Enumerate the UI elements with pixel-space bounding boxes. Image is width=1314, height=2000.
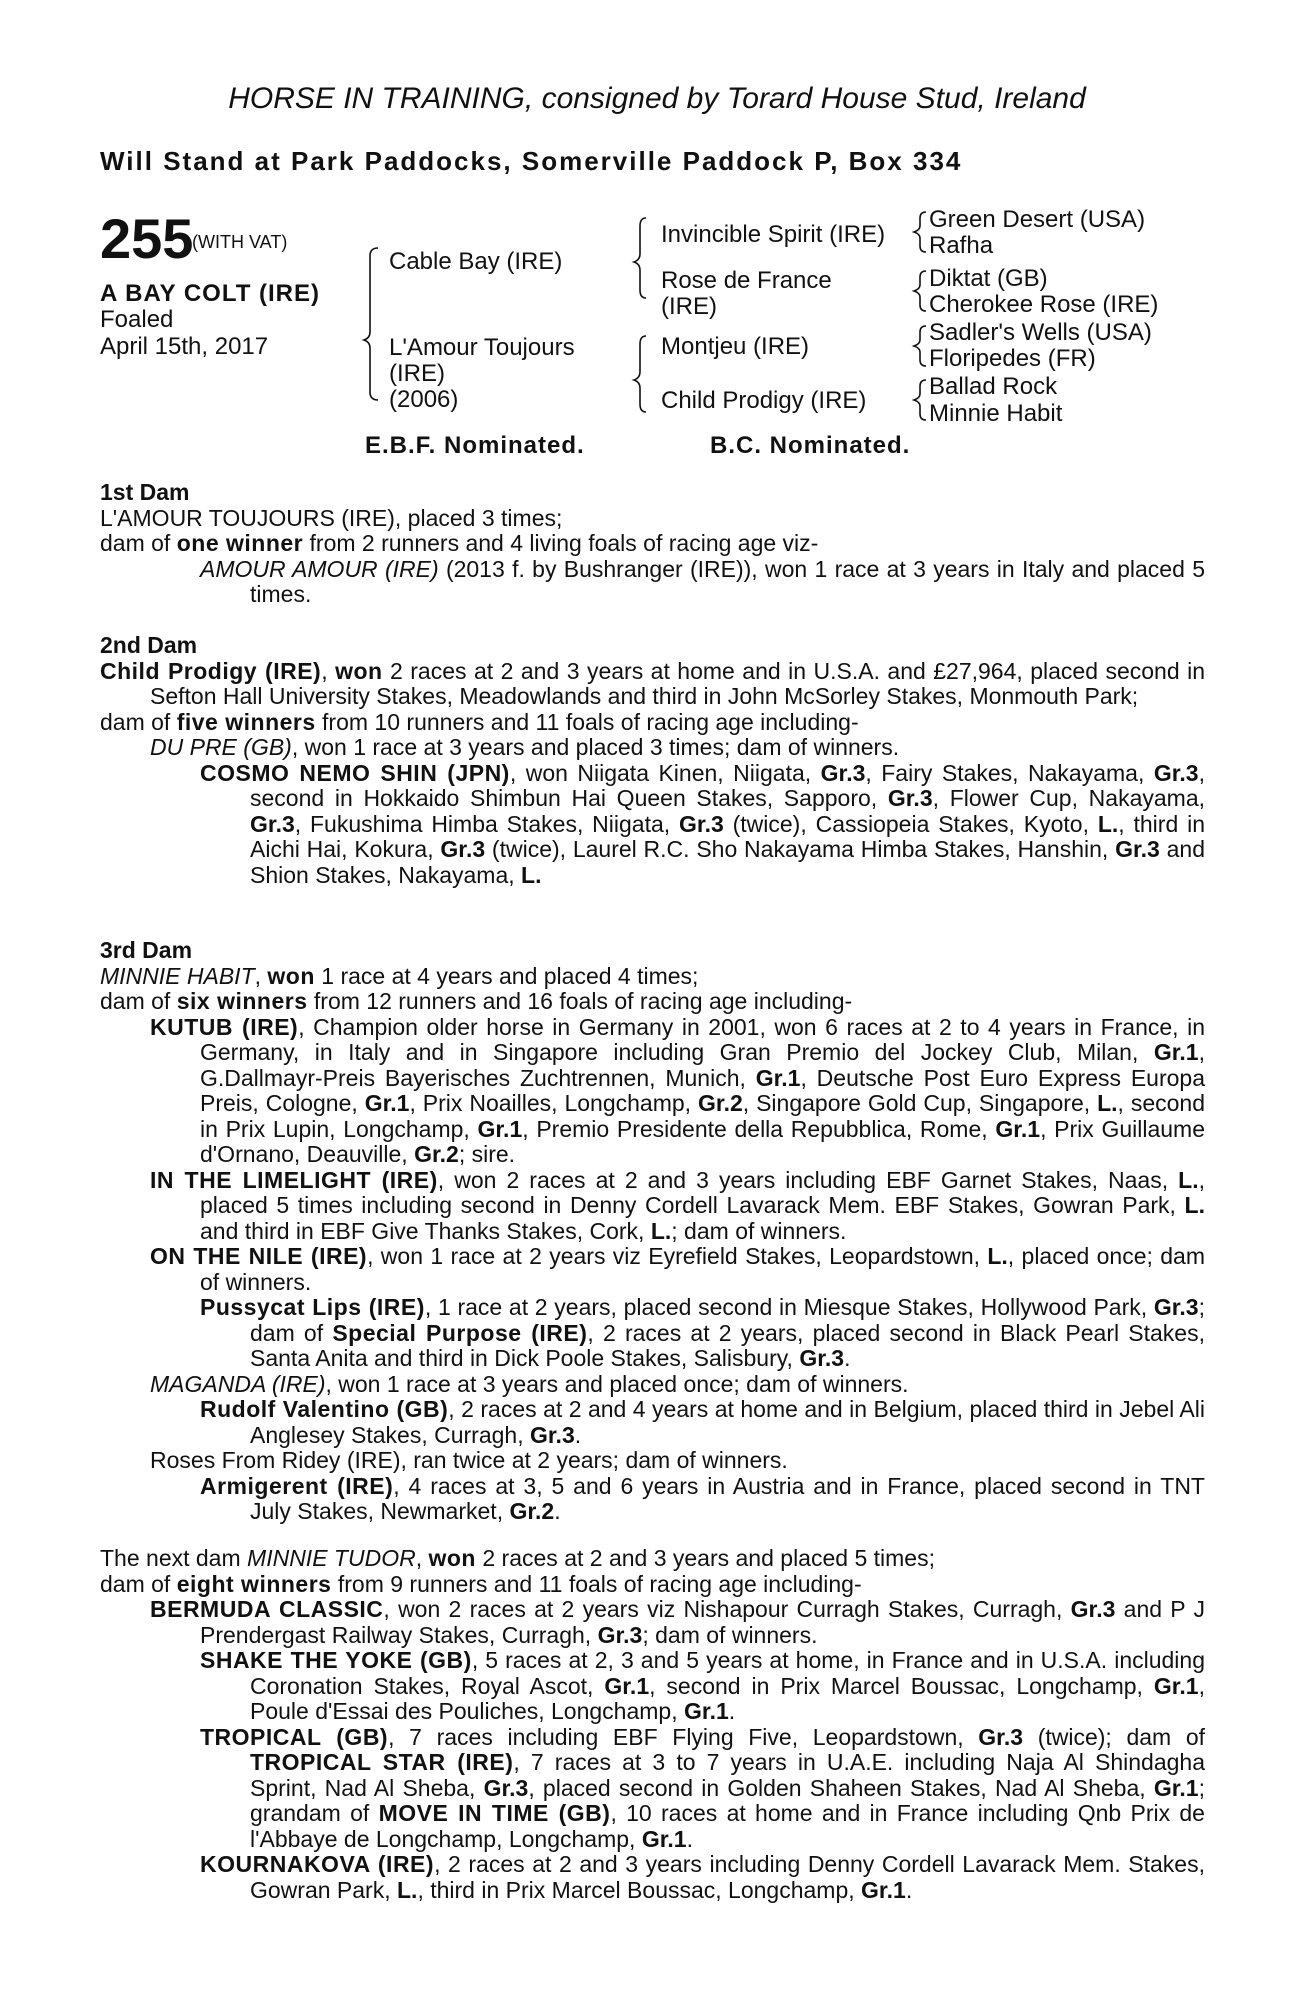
first-dam-title: 1st Dam: [100, 479, 190, 505]
progeny-item: IN THE LIMELIGHT (IRE), won 2 races at 2 and 3 years including EBF Garnet Stakes, Naas, L., placed 5 times including second in Denny Cordell Lavarack Mem. EBF Stakes, Gowran Park, L. and third in EBF Give Thanks Stakes, Cork, L.; dam of winners.: [150, 1166, 1205, 1244]
pedigree-brace-sd: [914, 271, 926, 311]
pedigree-brace-sire: [634, 218, 646, 298]
second-dam-section: [100, 633, 1205, 888]
pedigree-dam-sire: Montjeu (IRE): [661, 333, 810, 360]
progeny-item: Armigerent (IRE), 4 races at 3, 5 and 6 years in Austria and in France, placed second in TNT July Stakes, Newmarket, Gr.2.: [200, 1472, 1205, 1524]
next-dam-summary: dam of eight winners from 9 runners and 11 foals of racing age including-: [100, 1570, 862, 1597]
pedigree-dsd: Floripedes (FR): [929, 345, 1096, 372]
pedigree-ddd: Minnie Habit: [929, 400, 1063, 427]
progeny-item: COSMO NEMO SHIN (JPN), won Niigata Kinen, Niigata, Gr.3, Fairy Stakes, Nakayama, Gr.3, second in Hokkaido Shimbun Hai Queen Stakes, Sapporo, Gr.3, Flower Cup, Nakayama, Gr.3, Fukushima Himba Stakes, Niigata, Gr.3 (twice), Cassiopeia Stakes, Kyoto, L., third in Aichi Hai, Kokura, Gr.3 (twice), Laurel R.C. Sho Nakayama Himba Stakes, Hanshin, Gr.3 and Shion Stakes, Nakayama, L.: [200, 759, 1205, 888]
lot-number: 255: [100, 207, 194, 270]
next-dam-section: [100, 1546, 1205, 1903]
pedigree-dam-line2: (IRE): [389, 360, 445, 387]
pedigree-dss: Sadler's Wells (USA): [929, 319, 1152, 346]
pedigree-sire-dam-line1: Rose de France: [661, 267, 832, 294]
next-dam-line: The next dam MINNIE TUDOR, won 2 races at 2 and 3 years and placed 5 times;: [100, 1545, 935, 1571]
pedigree-ssd: Rafha: [929, 232, 994, 259]
progeny-item: SHAKE THE YOKE (GB), 5 races at 2, 3 and 5 years at home, in France and in U.S.A. including Coronation Stakes, Royal Ascot, Gr.1, second in Prix Marcel Boussac, Longchamp, Gr.1, Poule d'Essai des Pouliches, Longchamp, Gr.1.: [200, 1647, 1205, 1724]
progeny-item: KUTUB (IRE), Champion older horse in Germany in 2001, won 6 races at 2 to 4 years in France, in Germany, in Italy and in Singapore including Gran Premio del Jockey Club, Milan, Gr.1, G.Dallmayr-Preis Bayerisches Zuchtrennen, Munich, Gr.1, Deutsche Post Euro Express Europa Preis, Cologne, Gr.1, Prix Noailles, Longchamp, Gr.2, Singapore Gold Cup, Singapore, L., second in Prix Lupin, Longchamp, Gr.1, Premio Presidente della Repubblica, Rome, Gr.1, Prix Guillaume d'Ornano, Deauville, Gr.2; sire.: [150, 1013, 1206, 1167]
pedigree-dam-dam: Child Prodigy (IRE): [661, 387, 867, 414]
pedigree-dam-line1: L'Amour Toujours: [389, 334, 575, 361]
pedigree-dam-line3: (2006): [389, 386, 459, 413]
progeny-item: MAGANDA (IRE), won 1 race at 3 years and placed once; dam of winners.: [150, 1370, 909, 1397]
progeny-item: DU PRE (GB), won 1 race at 3 years and placed 3 times; dam of winners.: [150, 734, 900, 760]
pedigree-sire: Cable Bay (IRE): [389, 248, 563, 275]
pedigree-sdd: Cherokee Rose (IRE): [929, 291, 1159, 318]
foaled-date: April 15th, 2017: [100, 333, 269, 360]
progeny-item: Roses From Ridey (IRE), ran twice at 2 years; dam of winners.: [150, 1447, 788, 1473]
progeny-item: ON THE NILE (IRE), won 1 race at 2 years viz Eyrefield Stakes, Leopardstown, L., placed once; dam of winners.: [150, 1243, 1205, 1295]
pedigree-brace-ds: [914, 326, 926, 366]
progeny-item: BERMUDA CLASSIC, won 2 races at 2 years viz Nishapour Curragh Stakes, Curragh, Gr.3 and P J Prendergast Railway Stakes, Curragh, Gr.3; dam of winners.: [150, 1596, 1205, 1648]
pedigree-sire-sire: Invincible Spirit (IRE): [661, 221, 886, 248]
ebf-nominated: E.B.F. Nominated.: [365, 432, 585, 459]
progeny-item: KOURNAKOVA (IRE), 2 races at 2 and 3 years including Denny Cordell Lavarack Mem. Stakes, Gowran Park, L., third in Prix Marcel Boussac, Longchamp, Gr.1.: [200, 1851, 1205, 1903]
first-dam-line: L'AMOUR TOUJOURS (IRE), placed 3 times;: [100, 504, 563, 531]
pedigree-brace-ss: [914, 212, 926, 252]
pedigree-sds: Diktat (GB): [929, 265, 1048, 292]
third-dam-line: MINNIE HABIT, won 1 race at 4 years and placed 4 times;: [100, 962, 699, 989]
pedigree-dds: Ballad Rock: [929, 373, 1058, 400]
third-dam-summary: dam of six winners from 12 runners and 16 foals of racing age including-: [100, 988, 853, 1014]
vat-label: (WITH VAT): [192, 232, 288, 252]
pedigree-brace-dam: [634, 336, 646, 412]
page-title: HORSE IN TRAINING, consigned by Torard House Stud, Ireland: [228, 82, 1086, 115]
bc-nominated: B.C. Nominated.: [710, 432, 911, 459]
pedigree-sire-dam-line2: (IRE): [661, 293, 717, 320]
third-dam-title: 3rd Dam: [100, 937, 193, 963]
progeny-item: Pussycat Lips (IRE), 1 race at 2 years, placed second in Miesque Stakes, Hollywood Park, Gr.3; dam of Special Purpose (IRE), 2 races at 2 years, placed second in Black Pearl Stakes, Santa Anita and third in Dick Poole Stakes, Salisbury, Gr.3.: [200, 1294, 1205, 1371]
lot-name: A BAY COLT (IRE): [100, 280, 321, 307]
second-dam-title: 2nd Dam: [100, 632, 198, 658]
second-dam-summary: dam of five winners from 10 runners and 11 foals of racing age including-: [100, 708, 859, 735]
pedigree-brace-dd: [914, 380, 926, 420]
first-dam-section: [100, 480, 1205, 608]
second-dam-line: Child Prodigy (IRE), won 2 races at 2 and 3 years at home and in U.S.A. and £27,964, placed second in Sefton Hall University Stakes, Meadowlands and third in John McSorley Stakes, Monmouth Park;: [100, 657, 1206, 709]
third-dam-section: [100, 938, 1205, 1525]
progeny-item: Rudolf Valentino (GB), 2 races at 2 and 4 years at home and in Belgium, placed third in Jebel Ali Anglesey Stakes, Curragh, Gr.3.: [200, 1396, 1205, 1448]
pedigree-sss: Green Desert (USA): [929, 206, 1146, 233]
progeny-item: AMOUR AMOUR (IRE) (2013 f. by Bushranger (IRE)), won 1 race at 3 years in Italy and placed 5 times.: [200, 555, 1205, 607]
stand-location: Will Stand at Park Paddocks, Somerville Paddock P, Box 334: [100, 146, 963, 176]
foaled-label: Foaled: [100, 306, 174, 333]
progeny-item: TROPICAL (GB), 7 races including EBF Flying Five, Leopardstown, Gr.3 (twice); dam of TROPICAL STAR (IRE), 7 races at 3 to 7 years in U.A.E. including Naja Al Shindagha Sprint, Nad Al Sheba, Gr.3, placed second in Golden Shaheen Stakes, Nad Al Sheba, Gr.1; grandam of MOVE IN TIME (GB), 10 races at home and in France including Qnb Prix de l'Abbaye de Longchamp, Longchamp, Gr.1.: [200, 1723, 1206, 1852]
first-dam-summary: dam of one winner from 2 runners and 4 living foals of racing age viz-: [100, 530, 819, 556]
